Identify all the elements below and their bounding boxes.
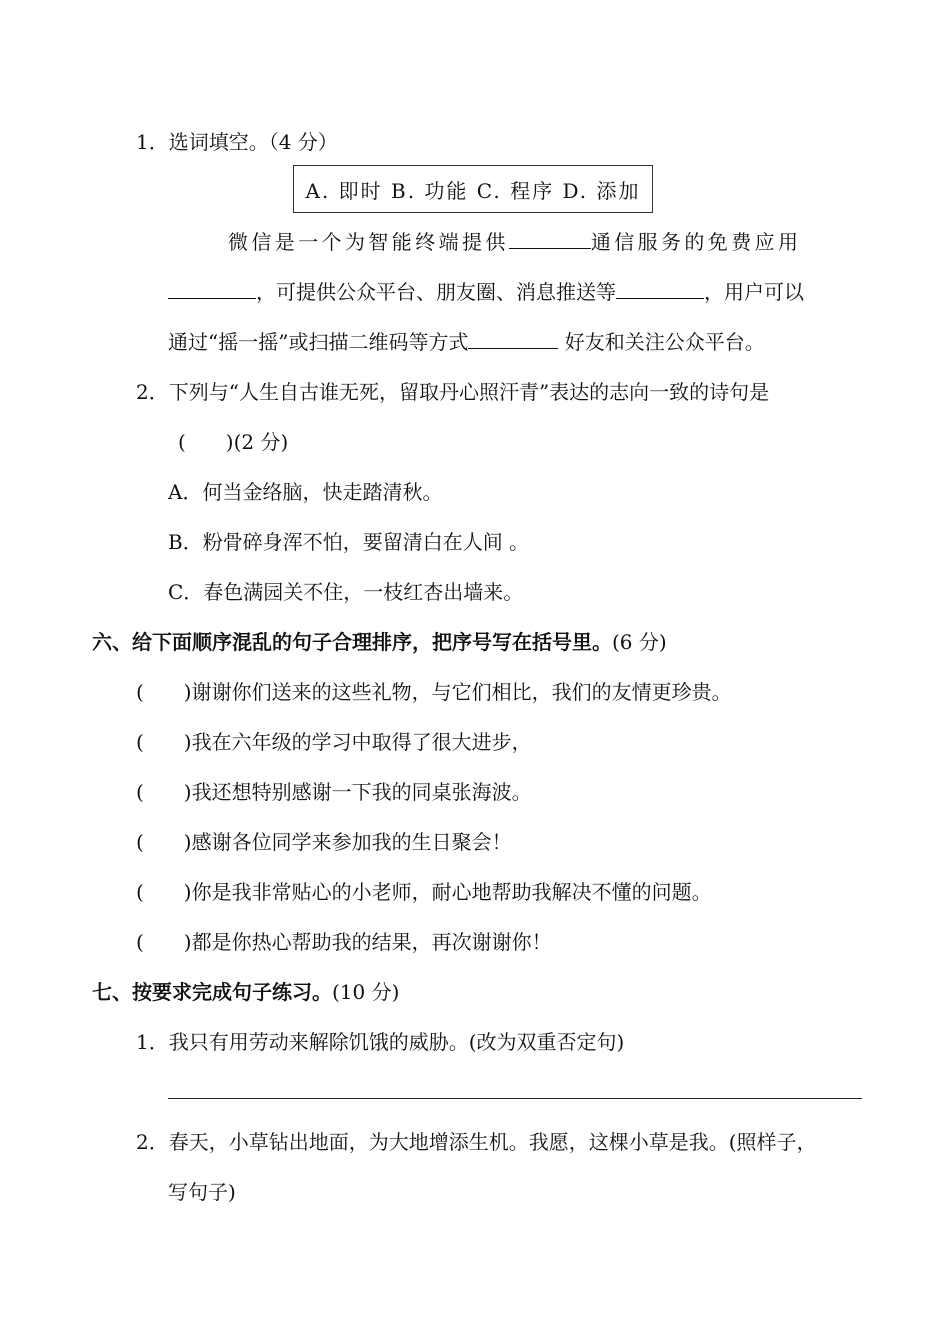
q1-passage-line2: [168, 278, 804, 306]
passage-text: 通过“摇一摇”或扫描二维码等方式: [168, 330, 469, 354]
order-item: [136, 678, 732, 706]
order-sentence: 都是你热心帮助我的结果，再次谢谢你！: [191, 930, 552, 954]
section6-heading: 六、给下面顺序混乱的句子合理排序，把序号写在括号里。: [92, 630, 612, 654]
passage-text: 通信服务的免费应用: [590, 230, 802, 254]
s7-question-2-line2: 写句子): [168, 1180, 236, 1204]
passage-text: ，用户可以: [704, 280, 804, 304]
s7-question-1: 1．我只有用劳动来解除饥饿的威胁。(改为双重否定句): [136, 1030, 625, 1054]
order-bracket[interactable]: ( ): [136, 880, 192, 904]
word-options-box: [293, 165, 653, 213]
order-item: [136, 778, 532, 806]
passage-text: 好友和关注公众平台。: [558, 330, 765, 354]
passage-text: ，可提供公众平台、朋友圈、消息推送等: [256, 280, 616, 304]
q2-option-b: B．粉骨碎身浑不怕，要留清白在人间 。: [168, 530, 530, 554]
order-sentence: 感谢各位同学来参加我的生日聚会！: [191, 830, 512, 854]
order-bracket[interactable]: ( ): [136, 830, 192, 854]
order-item: [136, 928, 552, 956]
q2-option-a: A．何当金络脑，快走踏清秋。: [168, 480, 443, 504]
q2-answer-bracket[interactable]: ( )(2 分): [178, 430, 289, 454]
word-options: A. 即时 B. 功能 C. 程序 D. 添加: [305, 178, 641, 203]
order-bracket[interactable]: ( ): [136, 780, 192, 804]
order-sentence: 谢谢你们送来的这些礼物，与它们相比，我们的友情更珍贵。: [191, 680, 732, 704]
s7-question-2-line1: 2．春天，小草钻出地面，为大地增添生机。我愿，这棵小草是我。(照样子，: [136, 1130, 817, 1154]
q2-option-c: C．春色满园关不住，一枝红杏出墙来。: [168, 580, 524, 604]
order-bracket[interactable]: ( ): [136, 680, 192, 704]
q1-passage-line3: [168, 328, 765, 356]
order-bracket[interactable]: ( ): [136, 730, 192, 754]
order-item: [136, 728, 532, 756]
q2-title: 2．下列与“人生自古谁无死，留取丹心照汗青”表达的志向一致的诗句是: [136, 380, 770, 404]
answer-line[interactable]: [168, 1098, 862, 1099]
section7-score: (10 分): [332, 980, 400, 1004]
section6-heading-row: [92, 628, 667, 656]
q1-title: 1．选词填空。（4 分）: [136, 130, 338, 154]
fill-blank-1[interactable]: [509, 228, 591, 249]
order-sentence: 我在六年级的学习中取得了很大进步，: [191, 730, 532, 754]
fill-blank-4[interactable]: [468, 328, 558, 349]
order-item: [136, 878, 712, 906]
section7-heading-row: [92, 978, 399, 1006]
order-sentence: 我还想特别感谢一下我的同桌张海波。: [191, 780, 532, 804]
section7-heading: 七、按要求完成句子练习。: [92, 980, 332, 1004]
q1-passage-line1: [228, 228, 801, 256]
fill-blank-2[interactable]: [168, 278, 256, 299]
fill-blank-3[interactable]: [616, 278, 704, 299]
section6-score: (6 分): [612, 630, 667, 654]
order-bracket[interactable]: ( ): [136, 930, 192, 954]
order-sentence: 你是我非常贴心的小老师，耐心地帮助我解决不懂的问题。: [191, 880, 712, 904]
order-item: [136, 828, 512, 856]
passage-text: 微信是一个为智能终端提供: [228, 230, 509, 254]
